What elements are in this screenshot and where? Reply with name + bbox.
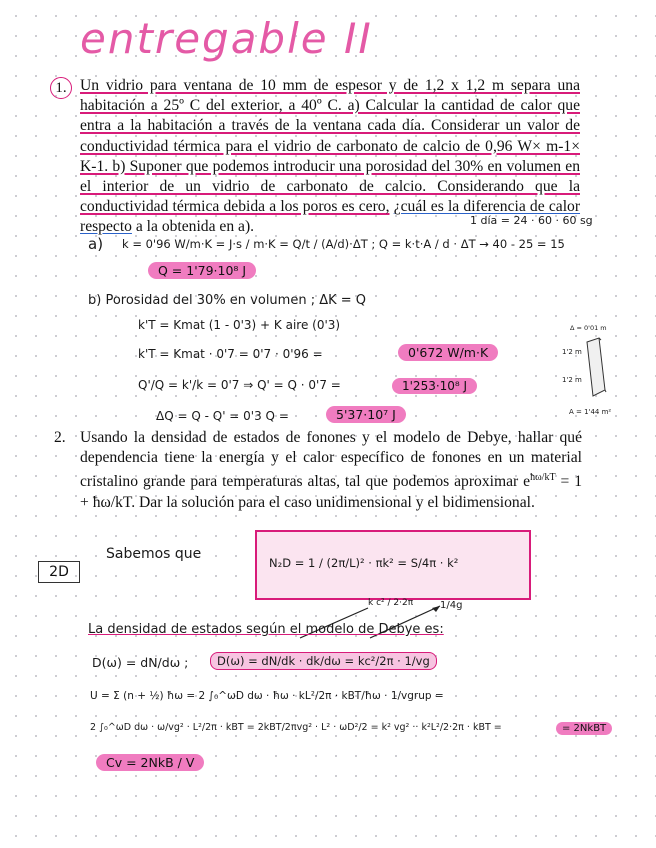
problem-1-question: ¿cuál es la diferencia de calor respecto (80, 198, 581, 236)
note-kc-fraction: k c² / 2·2π (368, 598, 414, 608)
problem-1-number: 1. (50, 77, 72, 99)
problem-2-exponent: ħω/kT (530, 472, 556, 484)
problem-2-text-part1: Usando la densidad de estados de fonones y el modelo de Debye, hallar qué dependencia tiene la energía y el calor específico de fonones en un material cristalino grande para temperaturas altas, tal que podemos aproximar e (80, 429, 582, 491)
note-b-heading: b) Porosidad del 30% en volumen ; ΔK = Q (88, 293, 367, 308)
window-height-note: 1'2 m (562, 348, 582, 356)
window-thickness-note: Δ = 0'01 m (570, 324, 607, 332)
problem-1-tail: a la obtenida en a). (131, 218, 255, 236)
window-area-note: A = 1'44 m² (569, 408, 612, 416)
note-b-line1: k'T = Kmat (1 - 0'3) + K aire (0'3) (138, 318, 341, 332)
note-day-seconds: 1 día = 24 · 60 · 60 sg (470, 214, 593, 227)
tag-2d: 2D (38, 561, 80, 583)
problem-2-text-part2: = 1 + ħω/kT. Dar la solución para el caso unidimensional y el bidimensional. (80, 473, 582, 511)
window-width-note: 1'2 m (562, 376, 582, 384)
note-b-line2: k'T = Kmat · 0'7 = 0'7 · 0'96 = (138, 347, 323, 361)
problem-2-number: 2. (54, 429, 66, 446)
page-title: entregable II (80, 14, 373, 63)
note-b-line4: ΔQ = Q - Q' = 0'3 Q = (156, 409, 289, 423)
problem-2-text (80, 428, 582, 513)
note-b-kt-result: 0'672 W/m·K (398, 344, 498, 361)
formula-n2d: N₂D = 1 / (2π/L)² · πk² = S/4π · k² (269, 556, 459, 570)
note-quarter: 1/4g (440, 600, 463, 611)
note-dos2: D(ω) = dN/dk · dk/dω = kc²/2π · 1/vg (210, 652, 437, 670)
note-cv-result: Cv = 2NkB / V (96, 754, 204, 771)
note-sabemos: Sabemos que (106, 546, 202, 562)
note-energy-result: = 2NkBT (556, 722, 612, 735)
window-pane-sketch (585, 336, 607, 398)
formula-box-n2d (255, 530, 531, 600)
problem-2 (54, 428, 582, 513)
note-energy-integral: 2 ∫₀^ωD dω · ω/vg² · L²/2π · kBT = 2kBT/2πvg² · L² · ωD²/2 = k² vg² ·· k²L²/2·2π · kBT = (90, 722, 502, 733)
note-a-label: a) (88, 235, 104, 253)
note-energy-sum: U = Σ (n + ½) ħω = 2 ∫₀^ωD dω · ħω · kL²/2π · kBT/ħω · 1/vgrup = (90, 690, 444, 702)
note-b-qprime-result: 1'253·10⁸ J (392, 378, 477, 394)
problem-1-statement: Un vidrio para ventana de 10 mm de espesor y de 1,2 x 1,2 m separa una habitación a 25º C del exterior, a 40º C. a) Calcular la cantidad de calor que entra a la habitación a través de la ventana cada día. Considerar un valor de conductividad térmica para el vidrio de carbonato de calcio de 0,96 W× m-1× K-1. b) Suponer que podemos introducir una porosidad del 30% en volumen en el interior de un vidrio de carbonato de calcio. Considerando que la conductividad térmica debida a los poros es cero, (80, 77, 580, 216)
note-b-dq-result: 5'37·10⁷ J (326, 406, 406, 423)
note-a-formula: k = 0'96 W/m·K = J·s / m·K = Q/t / (A/d)·ΔT ; Q = k·t·A / d · ΔT → 40 - 25 = 15 (122, 237, 565, 251)
note-b-line3: Q'/Q = k'/k = 0'7 ⇒ Q' = Q · 0'7 = (138, 378, 341, 392)
note-dos1: D(ω) = dN/dω ; (92, 655, 189, 670)
note-a-result: Q = 1'79·10⁸ J (148, 262, 256, 279)
note-densidad: La densidad de estados según el modelo de Debye es: (88, 622, 444, 637)
